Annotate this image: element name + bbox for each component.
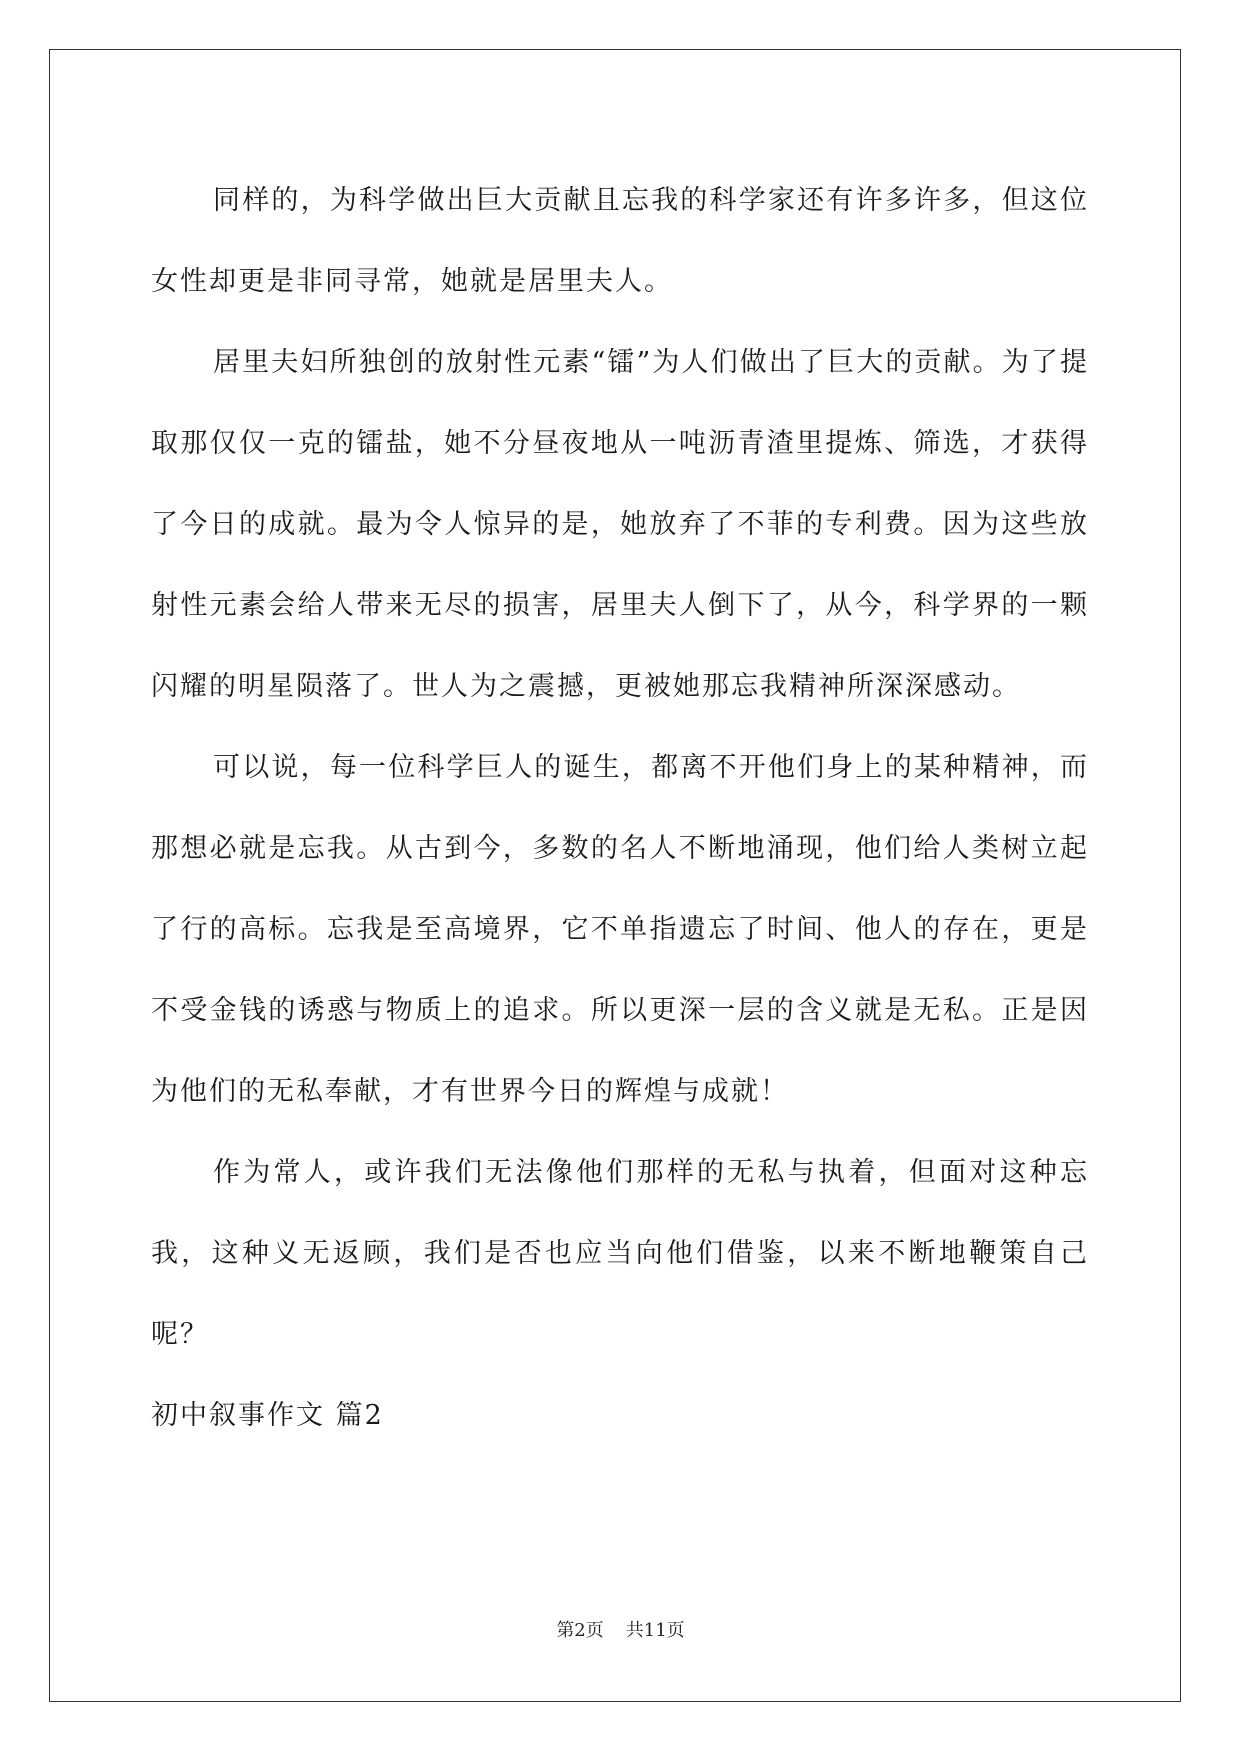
page-footer — [0, 1616, 1241, 1642]
document-body — [151, 160, 1089, 1456]
page-total: 共11页 — [625, 1620, 685, 1641]
section-heading: 初中叙事作文 篇2 — [151, 1400, 384, 1431]
paragraph-1: 同样的，为科学做出巨大贡献且忘我的科学家还有许多许多，但这位女性却更是非同寻常，她就是居里夫人。 — [151, 185, 1089, 297]
paragraph-3: 可以说，每一位科学巨人的诞生，都离不开他们身上的某种精神，而那想必就是忘我。从古到今，多数的名人不断地涌现，他们给人类树立起了行的高标。忘我是至高境界，它不单指遗忘了时间、他人的存在，更是不受金钱的诱惑与物质上的追求。所以更深一层的含义就是无私。正是因为他们的无私奉献，才有世界今日的辉煌与成就！ — [151, 752, 1089, 1107]
paragraph-2: 居里夫妇所独创的放射性元素“镭”为人们做出了巨大的贡献。为了提取那仅仅一克的镭盐，她不分昼夜地从一吨沥青渣里提炼、筛选，才获得了今日的成就。最为令人惊异的是，她放弃了不菲的专利费。因为这些放射性元素会给人带来无尽的损害，居里夫人倒下了，从今，科学界的一颗闪耀的明星陨落了。世人为之震撼，更被她那忘我精神所深深感动。 — [151, 347, 1089, 702]
page-number: 第2页 — [556, 1620, 604, 1641]
paragraph-4: 作为常人，或许我们无法像他们那样的无私与执着，但面对这种忘我，这种义无返顾，我们是否也应当向他们借鉴，以来不断地鞭策自己呢？ — [151, 1157, 1089, 1350]
